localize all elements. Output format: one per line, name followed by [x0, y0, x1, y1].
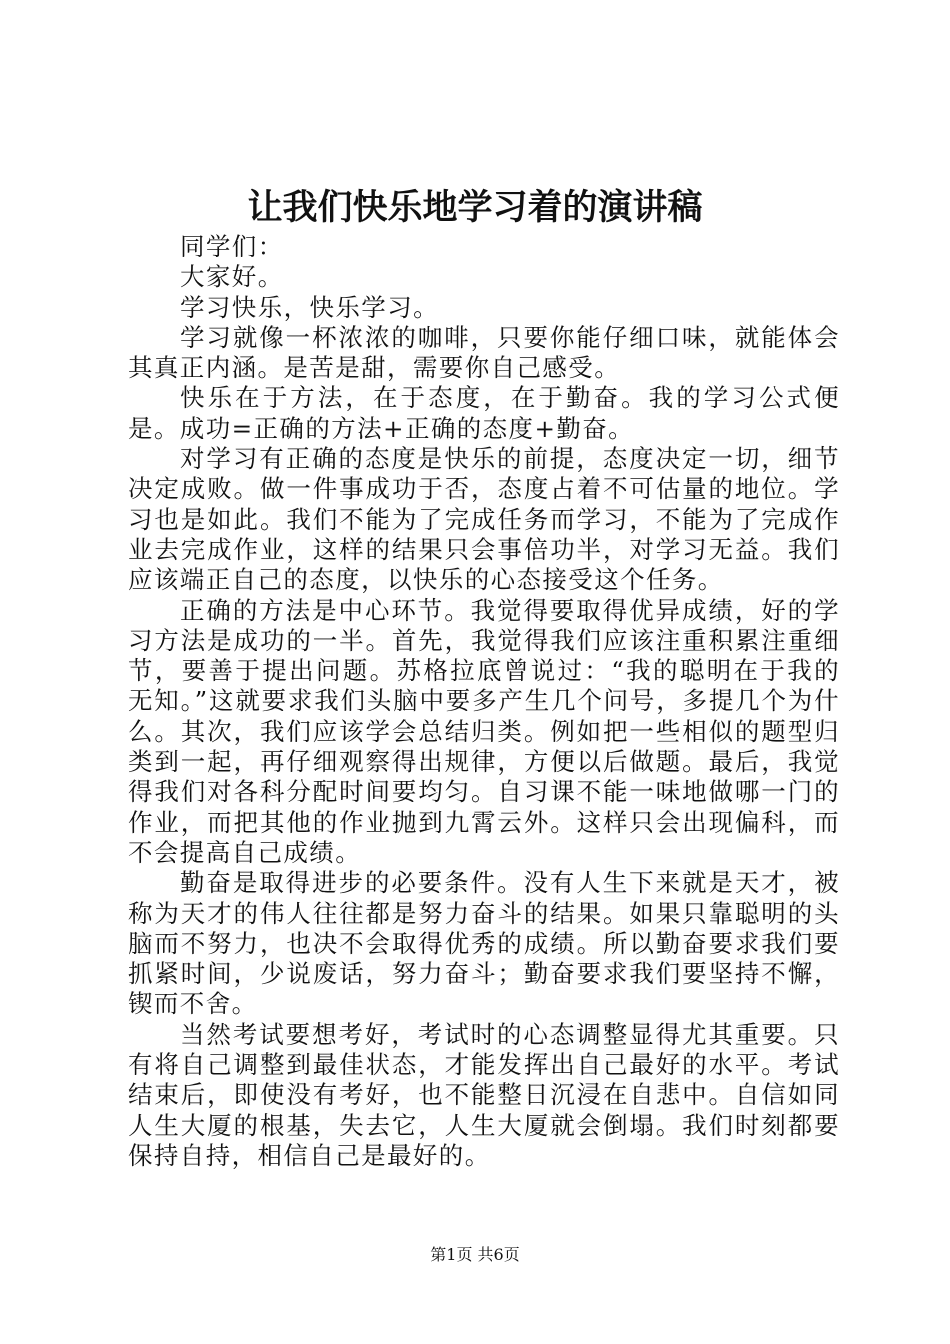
page-number-footer: 第1页 共6页	[430, 1245, 520, 1264]
theme-paragraph: 学习快乐，快乐学习。	[180, 292, 439, 322]
document-body	[128, 232, 840, 1171]
document-title: 让我们快乐地学习着的演讲稿	[247, 187, 703, 228]
salutation-paragraph: 大家好。	[180, 262, 284, 292]
greeting-paragraph: 同学们：	[180, 232, 284, 261]
attitude-paragraph: 对学习有正确的态度是快乐的前提，态度决定一切，细节决定成败。做一件事成功于否，态度占着不可估量的地位。学习也是如此。我们不能为了完成任务而学习，不能为了完成作业去完成作业，这样的结果只会事倍功半，对学习无益。我们应该端正自己的态度，以快乐的心态接受这个任务。	[128, 444, 840, 595]
coffee-metaphor-paragraph: 学习就像一杯浓浓的咖啡，只要你能仔细口味，就能体会其真正内涵。是苦是甜，需要你自己感受。	[128, 322, 840, 383]
diligence-paragraph: 勤奋是取得进步的必要条件。没有人生下来就是天才，被称为天才的伟人往往都是努力奋斗的结果。如果只靠聪明的头脑而不努力，也决不会取得优秀的成绩。所以勤奋要求我们要抓紧时间，少说废话，努力奋斗；勤奋要求我们要坚持不懈，锲而不舍。	[128, 868, 840, 1019]
exam-mindset-paragraph: 当然考试要想考好，考试时的心态调整显得尤其重要。只有将自己调整到最佳状态，才能发挥出自己最好的水平。考试结束后，即使没有考好，也不能整日沉浸在自悲中。自信如同人生大厦的根基，失去它，人生大厦就会倒塌。我们时刻都要保持自持，相信自己是最好的。	[128, 1019, 840, 1170]
formula-paragraph: 快乐在于方法，在于态度，在于勤奋。我的学习公式便是。成功=正确的方法+正确的态度+勤奋。	[128, 383, 840, 443]
method-paragraph: 正确的方法是中心环节。我觉得要取得优异成绩，好的学习方法是成功的一半。首先，我觉得我们应该注重积累注重细节，要善于提出问题。苏格拉底曾说过：“我的聪明在于我的无知。”这就要求我们头脑中要多产生几个问号，多提几个为什么。其次，我们应该学会总结归类。例如把一些相似的题型归类到一起，再仔细观察得出规律，方便以后做题。最后，我觉得我们对各科分配时间要均匀。自习课不能一味地做哪一门的作业，而把其他的作业抛到九霄云外。这样只会出现偏科，而不会提高自己成绩。	[128, 595, 840, 867]
